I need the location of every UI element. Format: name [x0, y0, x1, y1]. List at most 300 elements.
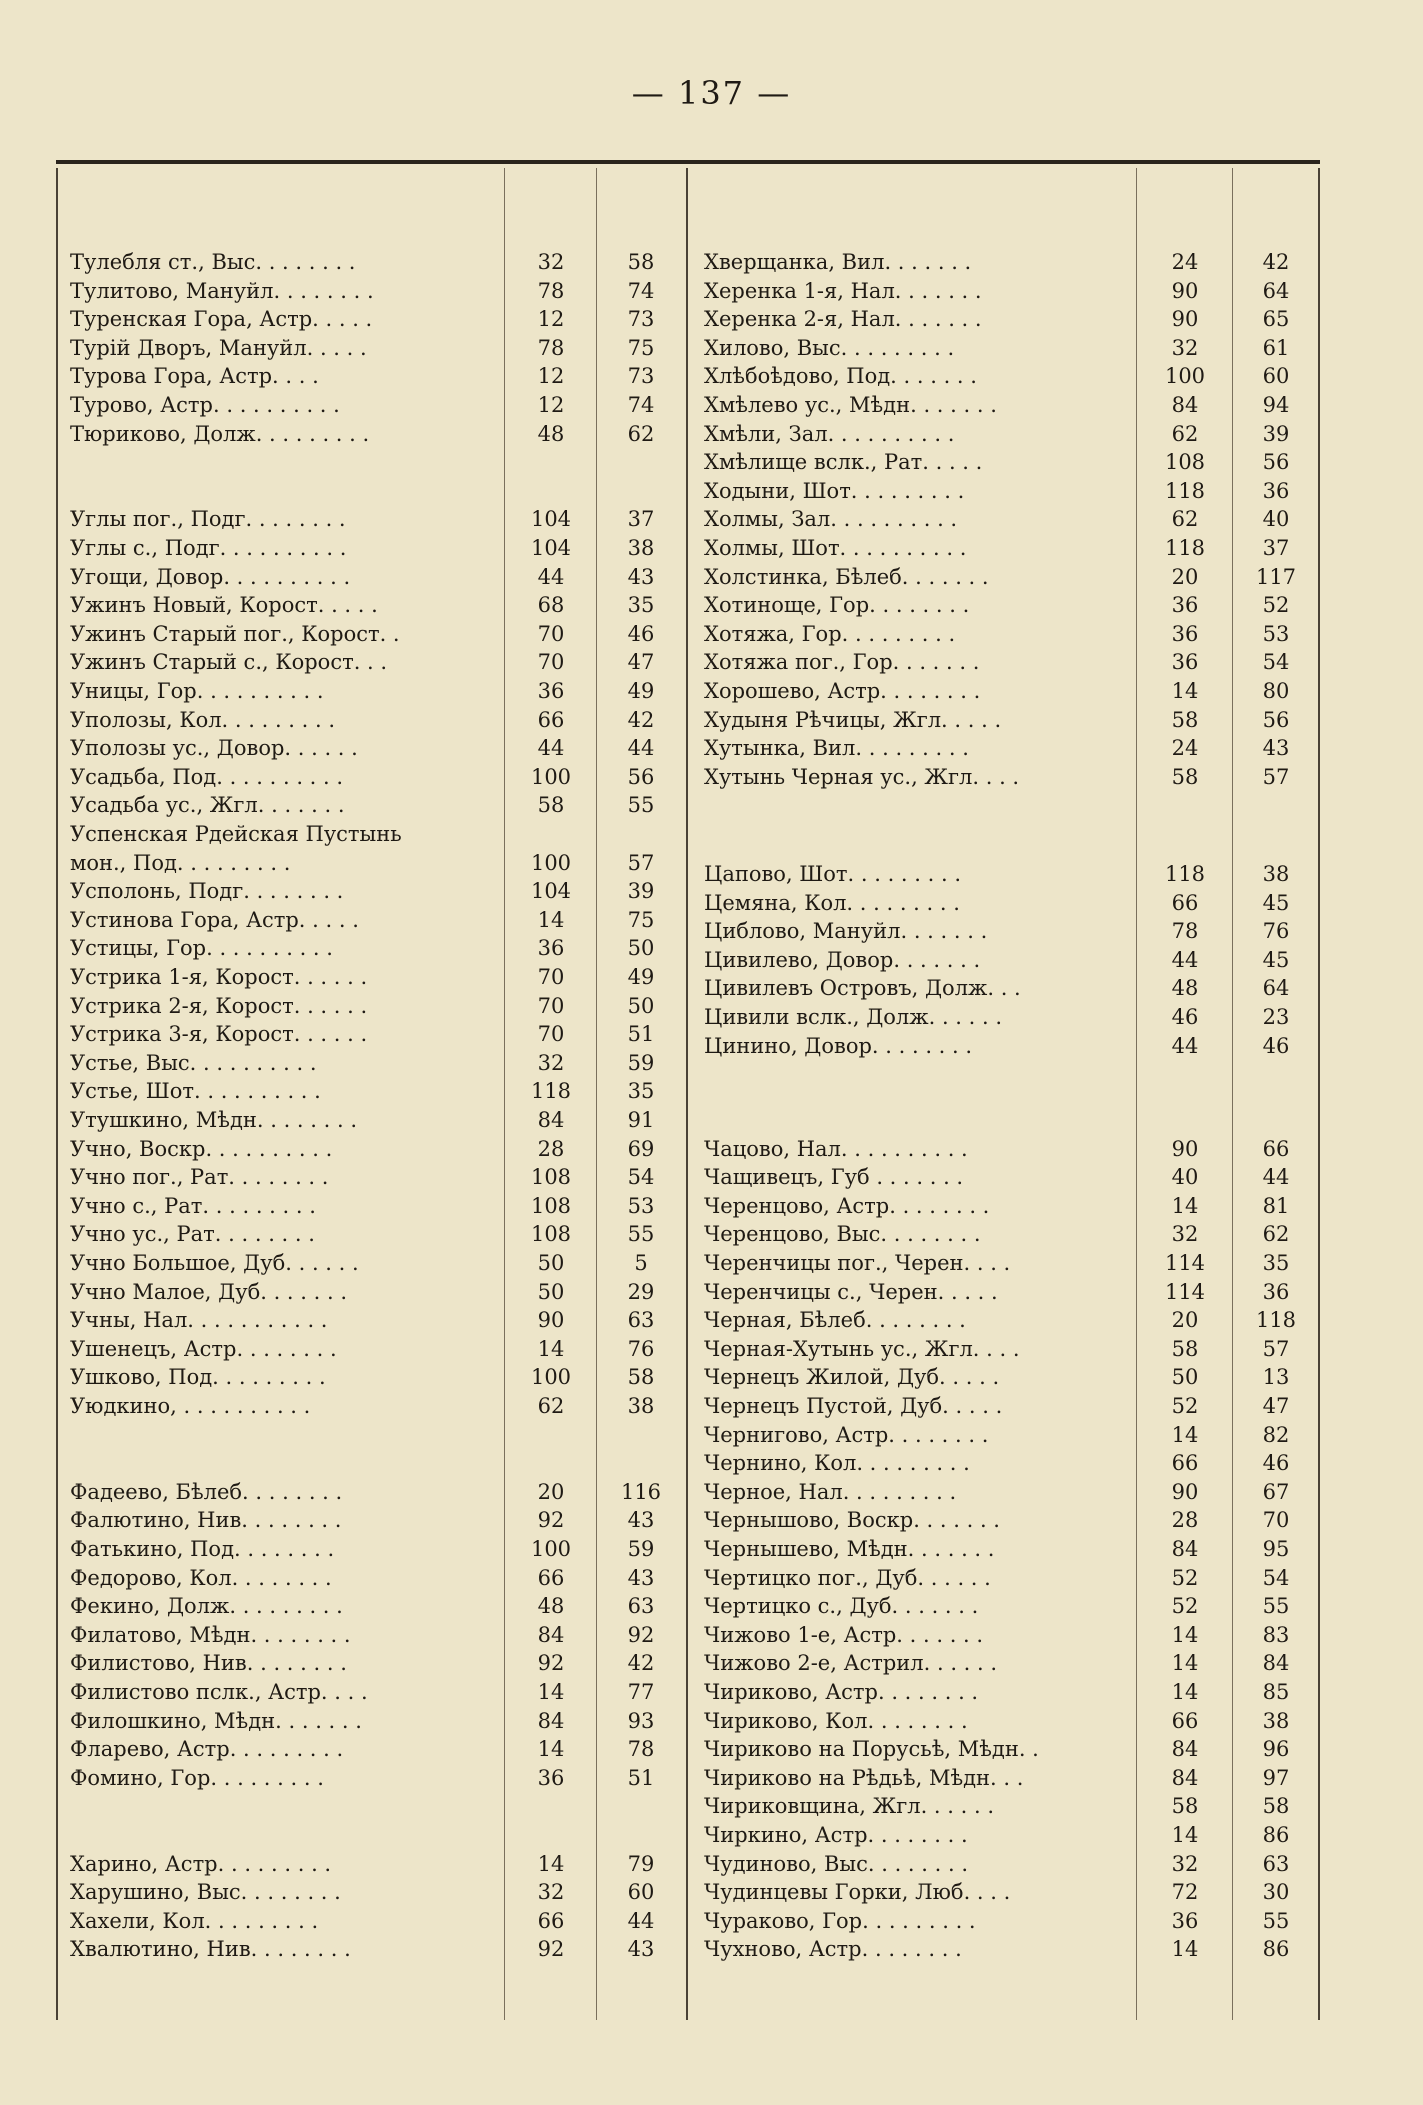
map-sheet-number: 90	[1171, 1479, 1199, 1504]
entry-number: 35	[627, 1079, 655, 1104]
place-name: Углы с., Подг. . . . . . . . . .	[70, 536, 347, 560]
entry-number: 56	[1262, 450, 1290, 475]
entry-number: 70	[1262, 1508, 1290, 1533]
entry-number: 93	[627, 1708, 655, 1733]
entry-number: 77	[627, 1680, 655, 1704]
place-name: Хутынь Черная ус., Жгл. . . .	[704, 764, 1020, 789]
place-name: Черное, Нал. . . . . . . . .	[704, 1479, 957, 1504]
place-name: Хутынка, Вил. . . . . . . . .	[704, 736, 969, 761]
place-name: Чириково на Порусьѣ, Мѣдн. .	[704, 1737, 1039, 1762]
entry-number: 58	[627, 250, 655, 274]
place-name: Чернышово, Воскр. . . . . . .	[704, 1508, 1000, 1533]
entry-number: 63	[627, 1594, 655, 1619]
entry-number: 91	[627, 1108, 655, 1132]
map-sheet-number: 50	[537, 1251, 565, 1275]
place-name: Чириково, Кол. . . . . . . .	[704, 1708, 968, 1733]
entry-number: 50	[627, 993, 655, 1018]
map-sheet-number: 104	[530, 536, 572, 560]
entry-number: 75	[627, 335, 655, 360]
entry-number: 38	[627, 536, 655, 560]
entry-number: 30	[1262, 1880, 1290, 1905]
entry-number: 75	[627, 907, 655, 932]
place-name: Устрика 1-я, Корост. . . . . .	[70, 965, 368, 989]
place-name: Учно с., Рат. . . . . . . . .	[70, 1193, 316, 1218]
place-name: Филистово, Нив. . . . . . . .	[70, 1651, 347, 1676]
map-sheet-number: 32	[1171, 1851, 1199, 1876]
map-sheet-number: 32	[537, 1880, 565, 1905]
map-sheet-number: 66	[537, 707, 565, 732]
map-sheet-number: 100	[530, 850, 572, 875]
entry-number: 44	[1262, 1165, 1290, 1190]
entry-number: 66	[1262, 1136, 1290, 1161]
map-sheet-number: 70	[537, 965, 565, 989]
map-sheet-number: 114	[1164, 1251, 1206, 1275]
place-name: Чацово, Нал. . . . . . . . . .	[704, 1136, 968, 1161]
map-sheet-number: 78	[1171, 919, 1199, 944]
map-sheet-number: 72	[1171, 1880, 1199, 1905]
place-name: Филошкино, Мѣдн. . . . . . .	[70, 1708, 362, 1733]
map-sheet-number: 44	[1171, 1033, 1199, 1058]
entry-number: 51	[627, 1765, 655, 1790]
place-name: Ходыни, Шот. . . . . . . . .	[704, 478, 965, 503]
entry-number: 79	[627, 1851, 655, 1876]
place-name: Учно Малое, Дуб. . . . . . .	[70, 1279, 348, 1304]
place-name: Хотиноще, Гор. . . . . . . .	[704, 593, 970, 618]
entry-number: 37	[1262, 536, 1290, 560]
map-sheet-number: 58	[1171, 707, 1199, 732]
map-sheet-number: 14	[1171, 1622, 1199, 1647]
map-sheet-number: 32	[537, 250, 565, 274]
entry-number: 76	[627, 1336, 655, 1361]
entry-number: 60	[1262, 364, 1290, 389]
entry-number: 52	[1262, 593, 1290, 618]
place-name: Цивилево, Довор. . . . . . .	[704, 947, 981, 972]
map-sheet-number: 70	[537, 993, 565, 1018]
map-sheet-number: 70	[537, 1022, 565, 1047]
col-divider	[1232, 168, 1233, 2020]
entry-number: 53	[627, 1193, 655, 1218]
place-name: Херенка 2-я, Нал. . . . . . .	[704, 307, 982, 332]
place-name: Учно, Воскр. . . . . . . . . .	[70, 1136, 333, 1161]
entry-number: 51	[627, 1022, 655, 1047]
place-name: Черенцово, Выс. . . . . . . .	[704, 1222, 981, 1247]
entry-number: 36	[1262, 478, 1290, 503]
place-name: Угощи, Довор. . . . . . . . . .	[70, 564, 351, 589]
entry-number: 86	[1262, 1823, 1290, 1847]
index-table	[56, 160, 1320, 2020]
place-name: Харино, Астр. . . . . . . . .	[70, 1851, 332, 1876]
place-name: мон., Под. . . . . . . . .	[70, 850, 291, 875]
entry-number: 83	[1262, 1622, 1290, 1647]
place-name: Цемяна, Кол. . . . . . . . .	[704, 890, 960, 915]
place-name: Цивили вслк., Долж. . . . . .	[704, 1005, 1003, 1030]
map-sheet-number: 14	[1171, 1422, 1199, 1447]
entry-number: 94	[1262, 393, 1290, 417]
place-name: Ужинъ Новый, Корост. . . . .	[70, 593, 378, 618]
entry-number: 53	[1262, 621, 1290, 646]
entry-number: 74	[627, 393, 655, 417]
map-sheet-number: 14	[1171, 1193, 1199, 1218]
entry-number: 78	[627, 1737, 655, 1762]
map-sheet-number: 12	[537, 364, 565, 389]
place-name: Фекино, Долж. . . . . . . . .	[70, 1594, 343, 1619]
place-name: Чириковщина, Жгл. . . . . .	[704, 1794, 995, 1819]
entry-number: 116	[620, 1479, 662, 1504]
place-name: Черная, Бѣлеб. . . . . . . .	[704, 1308, 966, 1333]
map-sheet-number: 52	[1171, 1394, 1199, 1418]
entry-number: 43	[627, 1937, 655, 1962]
map-sheet-number: 36	[537, 679, 565, 703]
place-name: Углы пог., Подг. . . . . . . .	[70, 507, 346, 532]
place-name: Ушенецъ, Астр. . . . . . . .	[70, 1336, 337, 1361]
place-name: Чащивецъ, Губ . . . . . . .	[704, 1165, 964, 1190]
entry-number: 35	[627, 593, 655, 618]
map-sheet-number: 108	[530, 1193, 572, 1218]
entry-number: 54	[627, 1165, 655, 1190]
entry-number: 38	[1262, 1708, 1290, 1733]
place-name: Утушкино, Мѣдн. . . . . . . .	[70, 1108, 358, 1132]
map-sheet-number: 24	[1171, 736, 1199, 761]
map-sheet-number: 84	[537, 1108, 565, 1132]
entry-number: 50	[627, 936, 655, 961]
map-sheet-number: 36	[1171, 650, 1199, 675]
place-name: Устрика 3-я, Корост. . . . . .	[70, 1022, 368, 1047]
map-sheet-number: 58	[1171, 764, 1199, 789]
map-sheet-number: 90	[1171, 278, 1199, 303]
place-name: Чертицко с., Дуб. . . . . . .	[704, 1594, 979, 1619]
map-sheet-number: 62	[1171, 421, 1199, 446]
place-name: Федорово, Кол. . . . . . . .	[70, 1565, 332, 1590]
entry-number: 55	[627, 793, 655, 818]
place-name: Хотяжа пог., Гор. . . . . . .	[704, 650, 980, 675]
entry-number: 92	[627, 1622, 655, 1647]
place-name: Черенчицы пог., Черен. . . .	[704, 1251, 1011, 1275]
entry-number: 39	[1262, 421, 1290, 446]
place-name: Циблово, Мануйл. . . . . . .	[704, 919, 988, 944]
map-sheet-number: 68	[537, 593, 565, 618]
map-sheet-number: 118	[1164, 478, 1206, 503]
place-name: Хлѣбоѣдово, Под. . . . . . .	[704, 364, 977, 389]
map-sheet-number: 14	[1171, 1823, 1199, 1847]
left-border	[56, 168, 58, 2020]
entry-number: 67	[1262, 1479, 1290, 1504]
entry-number: 43	[627, 564, 655, 589]
place-name: Фадеево, Бѣлеб. . . . . . . .	[70, 1479, 343, 1504]
map-sheet-number: 20	[1171, 564, 1199, 589]
place-name: Черенцово, Астр. . . . . . . .	[704, 1193, 990, 1218]
entry-number: 63	[1262, 1851, 1290, 1876]
place-name: Устинова Гора, Астр. . . . .	[70, 907, 359, 932]
entry-number: 86	[1262, 1937, 1290, 1962]
entry-number: 45	[1262, 947, 1290, 972]
map-sheet-number: 20	[1171, 1308, 1199, 1333]
entry-number: 57	[1262, 764, 1290, 789]
entry-number: 59	[627, 1537, 655, 1561]
entry-number: 5	[634, 1251, 648, 1275]
entry-number: 37	[627, 507, 655, 532]
map-sheet-number: 52	[1171, 1565, 1199, 1590]
map-sheet-number: 84	[1171, 1765, 1199, 1790]
map-sheet-number: 84	[537, 1708, 565, 1733]
map-sheet-number: 84	[1171, 1737, 1199, 1762]
entry-number: 29	[627, 1279, 655, 1304]
entry-number: 64	[1262, 976, 1290, 1001]
map-sheet-number: 66	[537, 1565, 565, 1590]
place-name: Чижово 1-е, Астр. . . . . . .	[704, 1622, 984, 1647]
entry-number: 73	[627, 307, 655, 332]
place-name: Турово, Астр. . . . . . . . . .	[70, 393, 340, 417]
map-sheet-number: 84	[1171, 393, 1199, 417]
place-name: Устицы, Гор. . . . . . . . . .	[70, 936, 333, 961]
map-sheet-number: 36	[1171, 593, 1199, 618]
entry-number: 44	[627, 1908, 655, 1933]
place-name: Чернецъ Пустой, Дуб. . . . .	[704, 1394, 1003, 1418]
place-name: Хвалютино, Нив. . . . . . . .	[70, 1937, 351, 1962]
entry-number: 46	[1262, 1451, 1290, 1476]
entry-number: 42	[627, 1651, 655, 1676]
map-sheet-number: 104	[530, 879, 572, 904]
place-name: Хахели, Кол. . . . . . . . .	[70, 1908, 319, 1933]
place-name: Чудинцевы Горки, Люб. . . .	[704, 1880, 1011, 1905]
place-name: Фалютино, Нив. . . . . . . .	[70, 1508, 342, 1533]
map-sheet-number: 66	[1171, 890, 1199, 915]
map-sheet-number: 14	[1171, 1680, 1199, 1704]
entry-number: 40	[1262, 507, 1290, 532]
place-name: Хилово, Выс. . . . . . . . .	[704, 335, 955, 360]
place-name: Чернино, Кол. . . . . . . . .	[704, 1451, 970, 1476]
place-name: Чернышево, Мѣдн. . . . . . .	[704, 1537, 995, 1561]
map-sheet-number: 114	[1164, 1279, 1206, 1304]
entry-number: 95	[1262, 1537, 1290, 1561]
place-name: Хмѣлево ус., Мѣдн. . . . . . .	[704, 393, 997, 417]
place-name: Чириково, Астр. . . . . . . .	[704, 1680, 979, 1704]
entry-number: 13	[1262, 1365, 1290, 1390]
map-sheet-number: 90	[537, 1308, 565, 1333]
map-sheet-number: 14	[537, 1336, 565, 1361]
entry-number: 82	[1262, 1422, 1290, 1447]
entry-number: 47	[1262, 1394, 1290, 1418]
entry-number: 56	[1262, 707, 1290, 732]
map-sheet-number: 48	[537, 1594, 565, 1619]
map-sheet-number: 92	[537, 1937, 565, 1962]
place-name: Уполозы ус., Довор. . . . . .	[70, 736, 358, 761]
entry-number: 96	[1262, 1737, 1290, 1762]
place-name: Ужинъ Старый пог., Корост. .	[70, 621, 400, 646]
place-name: Чудиново, Выс. . . . . . . .	[704, 1851, 969, 1876]
place-name: Туренская Гора, Астр. . . . .	[70, 307, 373, 332]
entry-number: 65	[1262, 307, 1290, 332]
place-name: Усполонь, Подг. . . . . . . .	[70, 879, 344, 904]
entry-number: 62	[627, 421, 655, 446]
place-name: Тюриково, Долж. . . . . . . . .	[70, 421, 370, 446]
map-sheet-number: 36	[1171, 1908, 1199, 1933]
map-sheet-number: 100	[530, 1365, 572, 1390]
map-sheet-number: 118	[1164, 536, 1206, 560]
entry-number: 43	[627, 1508, 655, 1533]
place-name: Холстинка, Бѣлеб. . . . . . .	[704, 564, 989, 589]
map-sheet-number: 32	[537, 1050, 565, 1075]
place-name: Учно пог., Рат. . . . . . . .	[70, 1165, 329, 1190]
place-name: Усадьба, Под. . . . . . . . . .	[70, 764, 344, 789]
entry-number: 45	[1262, 890, 1290, 915]
place-name: Уполозы, Кол. . . . . . . . .	[70, 707, 336, 732]
place-name: Хотяжа, Гор. . . . . . . . .	[704, 621, 956, 646]
entry-number: 44	[627, 736, 655, 761]
entry-number: 46	[627, 621, 655, 646]
place-name: Холмы, Шот. . . . . . . . . .	[704, 536, 967, 560]
entry-number: 117	[1255, 564, 1297, 589]
entry-number: 81	[1262, 1193, 1290, 1218]
place-name: Учно ус., Рат. . . . . . . .	[70, 1222, 315, 1247]
map-sheet-number: 108	[530, 1165, 572, 1190]
place-name: Черенчицы с., Черен. . . . .	[704, 1279, 998, 1304]
map-sheet-number: 20	[537, 1479, 565, 1504]
entry-number: 54	[1262, 650, 1290, 675]
map-sheet-number: 14	[1171, 679, 1199, 703]
place-name: Тулебля ст., Выс. . . . . . . .	[70, 250, 356, 274]
place-name: Харушино, Выс. . . . . . . .	[70, 1880, 341, 1905]
map-sheet-number: 108	[1164, 450, 1206, 475]
map-sheet-number: 78	[537, 335, 565, 360]
map-sheet-number: 48	[537, 421, 565, 446]
entry-number: 47	[627, 650, 655, 675]
place-name: Тулитово, Мануйл. . . . . . . .	[70, 278, 374, 303]
map-sheet-number: 58	[1171, 1794, 1199, 1819]
map-sheet-number: 44	[537, 564, 565, 589]
map-sheet-number: 118	[530, 1079, 572, 1104]
entry-number: 42	[627, 707, 655, 732]
place-name: Чернецъ Жилой, Дуб. . . . .	[704, 1365, 1000, 1390]
entry-number: 55	[627, 1222, 655, 1247]
place-name: Усадьба ус., Жгл. . . . . . .	[70, 793, 345, 818]
entry-number: 56	[627, 764, 655, 789]
entry-number: 80	[1262, 679, 1290, 703]
map-sheet-number: 50	[1171, 1365, 1199, 1390]
entry-number: 36	[1262, 1279, 1290, 1304]
page-number: — 137 —	[631, 74, 792, 112]
place-name: Чириково на Рѣдьѣ, Мѣдн. . .	[704, 1765, 1024, 1790]
map-sheet-number: 62	[1171, 507, 1199, 532]
place-name: Хмѣли, Зал. . . . . . . . . .	[704, 421, 955, 446]
map-sheet-number: 78	[537, 278, 565, 303]
map-sheet-number: 32	[1171, 1222, 1199, 1247]
map-sheet-number: 46	[1171, 1005, 1199, 1030]
entry-number: 64	[1262, 278, 1290, 303]
entry-number: 60	[627, 1880, 655, 1905]
entry-number: 85	[1262, 1680, 1290, 1704]
map-sheet-number: 14	[537, 907, 565, 932]
entry-number: 35	[1262, 1251, 1290, 1275]
entry-number: 74	[627, 278, 655, 303]
map-sheet-number: 14	[537, 1851, 565, 1876]
map-sheet-number: 24	[1171, 250, 1199, 274]
map-sheet-number: 92	[537, 1508, 565, 1533]
entry-number: 55	[1262, 1594, 1290, 1619]
place-name: Хорошево, Астр. . . . . . . .	[704, 679, 981, 703]
place-name: Хверщанка, Вил. . . . . . .	[704, 250, 972, 274]
place-name: Фомино, Гор. . . . . . . . .	[70, 1765, 324, 1790]
map-sheet-number: 52	[1171, 1594, 1199, 1619]
place-name: Цивилевъ Островъ, Долж. . .	[704, 976, 1021, 1001]
entry-number: 57	[1262, 1336, 1290, 1361]
map-sheet-number: 104	[530, 507, 572, 532]
map-sheet-number: 100	[530, 1537, 572, 1561]
map-sheet-number: 58	[537, 793, 565, 818]
entry-number: 58	[1262, 1794, 1290, 1819]
entry-number: 38	[1262, 862, 1290, 887]
entry-number: 61	[1262, 335, 1290, 360]
place-name: Черниговo, Астр. . . . . . . .	[704, 1422, 989, 1447]
map-sheet-number: 40	[1171, 1165, 1199, 1190]
map-sheet-number: 36	[537, 936, 565, 961]
map-sheet-number: 58	[1171, 1336, 1199, 1361]
map-sheet-number: 14	[537, 1737, 565, 1762]
entry-number: 84	[1262, 1651, 1290, 1676]
map-sheet-number: 36	[537, 1765, 565, 1790]
map-sheet-number: 44	[537, 736, 565, 761]
entry-number: 97	[1262, 1765, 1290, 1790]
entry-number: 118	[1255, 1308, 1297, 1333]
entry-number: 59	[627, 1050, 655, 1075]
place-name: Черная-Хутынь ус., Жгл. . . .	[704, 1336, 1020, 1361]
place-name: Чиркино, Астр. . . . . . . .	[704, 1823, 968, 1847]
entry-number: 49	[627, 965, 655, 989]
map-sheet-number: 66	[537, 1908, 565, 1933]
place-name: Успенская Рдейская Пустынь	[70, 822, 402, 846]
entry-number: 69	[627, 1136, 655, 1161]
place-name: Чураково, Гор. . . . . . . . .	[704, 1908, 976, 1933]
place-name: Ушково, Под. . . . . . . . .	[70, 1365, 326, 1390]
place-name: Устрика 2-я, Корост. . . . . .	[70, 993, 368, 1018]
place-name: Уюдкино, . . . . . . . . . .	[70, 1394, 311, 1418]
place-name: Устье, Шот. . . . . . . . . .	[70, 1079, 321, 1104]
entry-number: 38	[627, 1394, 655, 1418]
place-name: Цапово, Шот. . . . . . . . .	[704, 862, 961, 887]
map-sheet-number: 14	[1171, 1937, 1199, 1962]
right-border	[1318, 168, 1320, 2020]
map-sheet-number: 84	[1171, 1537, 1199, 1561]
center-divider	[686, 168, 688, 2020]
entry-number: 58	[627, 1365, 655, 1390]
map-sheet-number: 100	[530, 764, 572, 789]
map-sheet-number: 14	[537, 1680, 565, 1704]
top-rule	[56, 160, 1320, 164]
map-sheet-number: 66	[1171, 1708, 1199, 1733]
entry-number: 39	[627, 879, 655, 904]
map-sheet-number: 14	[1171, 1651, 1199, 1676]
map-sheet-number: 28	[537, 1136, 565, 1161]
map-sheet-number: 44	[1171, 947, 1199, 972]
map-sheet-number: 66	[1171, 1451, 1199, 1476]
entry-number: 46	[1262, 1033, 1290, 1058]
entry-number: 43	[1262, 736, 1290, 761]
place-name: Учны, Нал. . . . . . . . . . .	[70, 1308, 328, 1333]
col-divider	[504, 168, 505, 2020]
place-name: Худыня Рѣчицы, Жгл. . . . .	[704, 707, 1002, 732]
map-sheet-number: 62	[537, 1394, 565, 1418]
place-name: Уницы, Гор. . . . . . . . . .	[70, 679, 324, 703]
entry-number: 73	[627, 364, 655, 389]
place-name: Холмы, Зал. . . . . . . . . .	[704, 507, 958, 532]
entry-number: 49	[627, 679, 655, 703]
map-sheet-number: 36	[1171, 621, 1199, 646]
map-sheet-number: 92	[537, 1651, 565, 1676]
entry-number: 43	[627, 1565, 655, 1590]
entry-number: 23	[1262, 1005, 1290, 1030]
map-sheet-number: 12	[537, 393, 565, 417]
place-name: Чижово 2-е, Астрил. . . . . .	[704, 1651, 998, 1676]
map-sheet-number: 70	[537, 650, 565, 675]
